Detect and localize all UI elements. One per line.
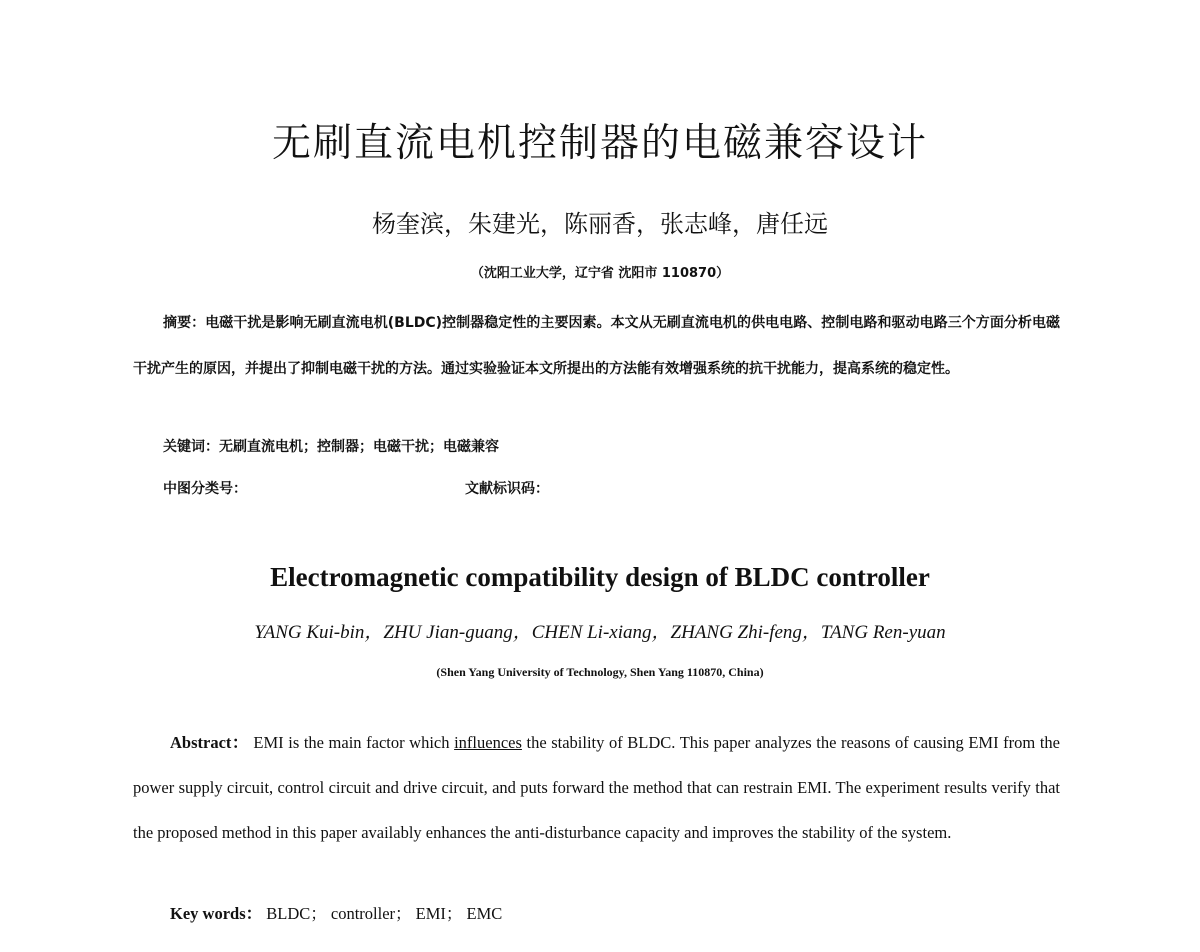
abstract-text-start: EMI is the main factor which [248,733,455,752]
classification-number: 中图分类号： [163,481,247,497]
english-keywords-text: BLDC； controller； EMI； EMC [262,904,503,923]
underlined-word: influences [454,733,522,752]
english-keywords-label: Key words： [170,904,263,923]
english-abstract-label: Abstract： [170,733,249,752]
english-authors: YANG Kui-bin，ZHU Jian-guang，CHEN Li-xiang，ZHANG Zhi-feng，TANG Ren-yuan [254,622,946,643]
chinese-abstract [133,300,1060,392]
english-keywords [170,900,502,924]
chinese-title: 无刷直流电机控制器的电磁兼容设计 [271,121,928,166]
document-code: 文献标识码： [465,481,549,497]
english-abstract [133,720,1060,855]
english-title: Electromagnetic compatibility design of BLDC controller [270,562,930,592]
english-affiliation: (Shen Yang University of Technology, Shen Yang 110870, China) [436,665,764,679]
chinese-authors: 杨奎滨，朱建光，陈丽香，张志峰，唐任远 [372,210,828,238]
chinese-abstract-text: 电磁干扰是影响无刷直流电机(BLDC)控制器稳定性的主要因素。本文从无刷直流电机的供电电路、控制电路和驱动电路三个方面分析电磁干扰产生的原因，并提出了抑制电磁干扰的方法。通过实验验证本文所提出的方法能有效增强系统的抗干扰能力，提高系统的稳定性。 [133,315,1061,377]
chinese-keywords: 关键词：无刷直流电机；控制器；电磁干扰；电磁兼容 [163,439,499,455]
abstract-text-rest: the stability of BLDC. This paper analyzes the reasons of causing EMI from the power supply circuit, control circuit and drive circuit, and puts forward the method that can restrain EMI. The experiment results verify that the proposed method in this paper availably enhances the anti-disturbance capacity and improves the stability of the system. [133,733,1060,842]
chinese-affiliation: （沈阳工业大学，辽宁省 沈阳市 110870） [470,266,730,281]
chinese-abstract-label: 摘要： [163,315,206,331]
